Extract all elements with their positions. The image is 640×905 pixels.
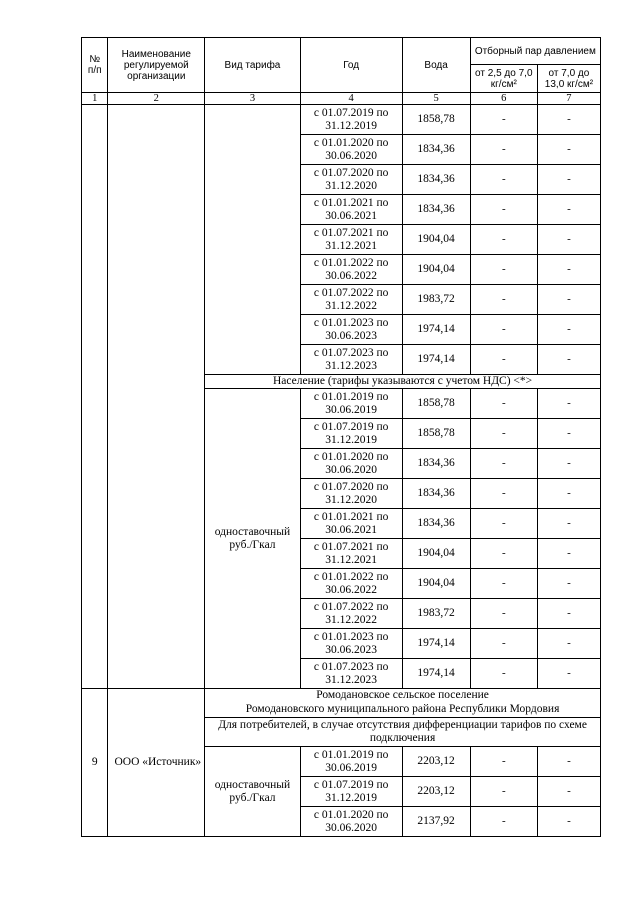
water-value: 1974,14 bbox=[402, 659, 470, 689]
water-value: 1983,72 bbox=[402, 285, 470, 315]
steam-high-value: - bbox=[537, 315, 600, 345]
steam-low-value: - bbox=[470, 807, 537, 837]
settlement-line-1: Ромодановское сельское поселение bbox=[205, 689, 601, 703]
table-row bbox=[82, 105, 601, 135]
period-cell: с 01.01.2023 по 30.06.2023 bbox=[300, 315, 402, 345]
column-number: 7 bbox=[537, 93, 600, 105]
population-label: Население (тарифы указываются с учетом НДС) <*> bbox=[205, 375, 601, 389]
steam-low-value: - bbox=[470, 777, 537, 807]
steam-low-value: - bbox=[470, 195, 537, 225]
period-cell: с 01.07.2021 по 31.12.2021 bbox=[300, 225, 402, 255]
tariff-type-cell bbox=[205, 105, 301, 375]
period-cell: с 01.07.2019 по 31.12.2019 bbox=[300, 777, 402, 807]
steam-low-value: - bbox=[470, 599, 537, 629]
steam-high-value: - bbox=[537, 225, 600, 255]
period-cell: с 01.07.2019 по 31.12.2019 bbox=[300, 105, 402, 135]
steam-high-value: - bbox=[537, 599, 600, 629]
water-value: 1858,78 bbox=[402, 389, 470, 419]
steam-low-value: - bbox=[470, 419, 537, 449]
period-cell: с 01.01.2021 по 30.06.2021 bbox=[300, 509, 402, 539]
water-value: 1983,72 bbox=[402, 599, 470, 629]
period-cell: с 01.01.2020 по 30.06.2020 bbox=[300, 449, 402, 479]
period-cell: с 01.01.2019 по 30.06.2019 bbox=[300, 389, 402, 419]
column-number: 6 bbox=[470, 93, 537, 105]
steam-low-value: - bbox=[470, 315, 537, 345]
header-steam: Отборный пар давлением bbox=[470, 38, 600, 65]
period-cell: с 01.01.2020 по 30.06.2020 bbox=[300, 807, 402, 837]
steam-high-value: - bbox=[537, 629, 600, 659]
period-cell: с 01.07.2023 по 31.12.2023 bbox=[300, 659, 402, 689]
steam-high-value: - bbox=[537, 659, 600, 689]
steam-high-value: - bbox=[537, 135, 600, 165]
period-cell: с 01.01.2020 по 30.06.2020 bbox=[300, 135, 402, 165]
period-cell: с 01.01.2022 по 30.06.2022 bbox=[300, 255, 402, 285]
period-cell: с 01.01.2019 по 30.06.2019 bbox=[300, 747, 402, 777]
steam-low-value: - bbox=[470, 509, 537, 539]
number-cell bbox=[82, 105, 108, 689]
steam-high-value: - bbox=[537, 539, 600, 569]
header-tariff-type: Вид тарифа bbox=[205, 38, 301, 93]
steam-low-value: - bbox=[470, 629, 537, 659]
steam-low-value: - bbox=[470, 569, 537, 599]
steam-high-value: - bbox=[537, 255, 600, 285]
steam-low-value: - bbox=[470, 165, 537, 195]
water-value: 1974,14 bbox=[402, 315, 470, 345]
period-cell: с 01.01.2022 по 30.06.2022 bbox=[300, 569, 402, 599]
steam-low-value: - bbox=[470, 285, 537, 315]
water-value: 1974,14 bbox=[402, 629, 470, 659]
period-cell: с 01.07.2020 по 31.12.2020 bbox=[300, 479, 402, 509]
organization-name: ООО «Источник» bbox=[108, 689, 205, 837]
steam-low-value: - bbox=[470, 255, 537, 285]
period-cell: с 01.07.2023 по 31.12.2023 bbox=[300, 345, 402, 375]
water-value: 1834,36 bbox=[402, 479, 470, 509]
steam-low-value: - bbox=[470, 105, 537, 135]
header-steam-low: от 2,5 до 7,0 кг/см² bbox=[470, 65, 537, 93]
column-number: 3 bbox=[205, 93, 301, 105]
steam-high-value: - bbox=[537, 165, 600, 195]
water-value: 1834,36 bbox=[402, 195, 470, 225]
consumers-label: Для потребителей, в случае отсутствия дифференциации тарифов по схеме подключения bbox=[205, 718, 601, 747]
water-value: 1904,04 bbox=[402, 539, 470, 569]
steam-high-value: - bbox=[537, 747, 600, 777]
steam-high-value: - bbox=[537, 479, 600, 509]
period-cell: с 01.01.2023 по 30.06.2023 bbox=[300, 629, 402, 659]
steam-high-value: - bbox=[537, 509, 600, 539]
period-cell: с 01.01.2021 по 30.06.2021 bbox=[300, 195, 402, 225]
steam-low-value: - bbox=[470, 449, 537, 479]
water-value: 1974,14 bbox=[402, 345, 470, 375]
steam-low-value: - bbox=[470, 225, 537, 255]
water-value: 1834,36 bbox=[402, 509, 470, 539]
steam-high-value: - bbox=[537, 389, 600, 419]
entry-number: 9 bbox=[82, 689, 108, 837]
steam-low-value: - bbox=[470, 479, 537, 509]
column-number: 4 bbox=[300, 93, 402, 105]
steam-high-value: - bbox=[537, 345, 600, 375]
steam-high-value: - bbox=[537, 807, 600, 837]
steam-high-value: - bbox=[537, 777, 600, 807]
period-cell: с 01.07.2019 по 31.12.2019 bbox=[300, 419, 402, 449]
water-value: 2137,92 bbox=[402, 807, 470, 837]
table-row bbox=[82, 689, 601, 703]
column-number: 1 bbox=[82, 93, 108, 105]
steam-low-value: - bbox=[470, 539, 537, 569]
steam-low-value: - bbox=[470, 747, 537, 777]
column-number: 5 bbox=[402, 93, 470, 105]
steam-high-value: - bbox=[537, 195, 600, 225]
period-cell: с 01.07.2020 по 31.12.2020 bbox=[300, 165, 402, 195]
column-number: 2 bbox=[108, 93, 205, 105]
tariff-type-cell: одноставочный руб./Гкал bbox=[205, 747, 301, 837]
tariff-type-cell: одноставочный руб./Гкал bbox=[205, 389, 301, 689]
water-value: 1834,36 bbox=[402, 449, 470, 479]
steam-high-value: - bbox=[537, 285, 600, 315]
water-value: 1834,36 bbox=[402, 165, 470, 195]
water-value: 2203,12 bbox=[402, 777, 470, 807]
header-steam-high: от 7,0 до 13,0 кг/см² bbox=[537, 65, 600, 93]
water-value: 1904,04 bbox=[402, 255, 470, 285]
header-organization: Наименование регулируемой организации bbox=[108, 38, 205, 93]
column-number-row bbox=[82, 93, 601, 105]
steam-high-value: - bbox=[537, 449, 600, 479]
header-year: Год bbox=[300, 38, 402, 93]
water-value: 2203,12 bbox=[402, 747, 470, 777]
steam-low-value: - bbox=[470, 345, 537, 375]
steam-high-value: - bbox=[537, 569, 600, 599]
steam-high-value: - bbox=[537, 419, 600, 449]
organization-cell bbox=[108, 105, 205, 689]
steam-low-value: - bbox=[470, 135, 537, 165]
steam-low-value: - bbox=[470, 389, 537, 419]
period-cell: с 01.07.2022 по 31.12.2022 bbox=[300, 285, 402, 315]
water-value: 1834,36 bbox=[402, 135, 470, 165]
header-water: Вода bbox=[402, 38, 470, 93]
water-value: 1904,04 bbox=[402, 569, 470, 599]
settlement-line-2: Ромодановского муниципального района Республики Мордовия bbox=[205, 702, 601, 718]
water-value: 1858,78 bbox=[402, 105, 470, 135]
header-number: № п/п bbox=[82, 38, 108, 93]
period-cell: с 01.07.2022 по 31.12.2022 bbox=[300, 599, 402, 629]
period-cell: с 01.07.2021 по 31.12.2021 bbox=[300, 539, 402, 569]
tariff-table bbox=[81, 37, 601, 837]
steam-high-value: - bbox=[537, 105, 600, 135]
table-body bbox=[82, 105, 601, 837]
water-value: 1858,78 bbox=[402, 419, 470, 449]
steam-low-value: - bbox=[470, 659, 537, 689]
water-value: 1904,04 bbox=[402, 225, 470, 255]
